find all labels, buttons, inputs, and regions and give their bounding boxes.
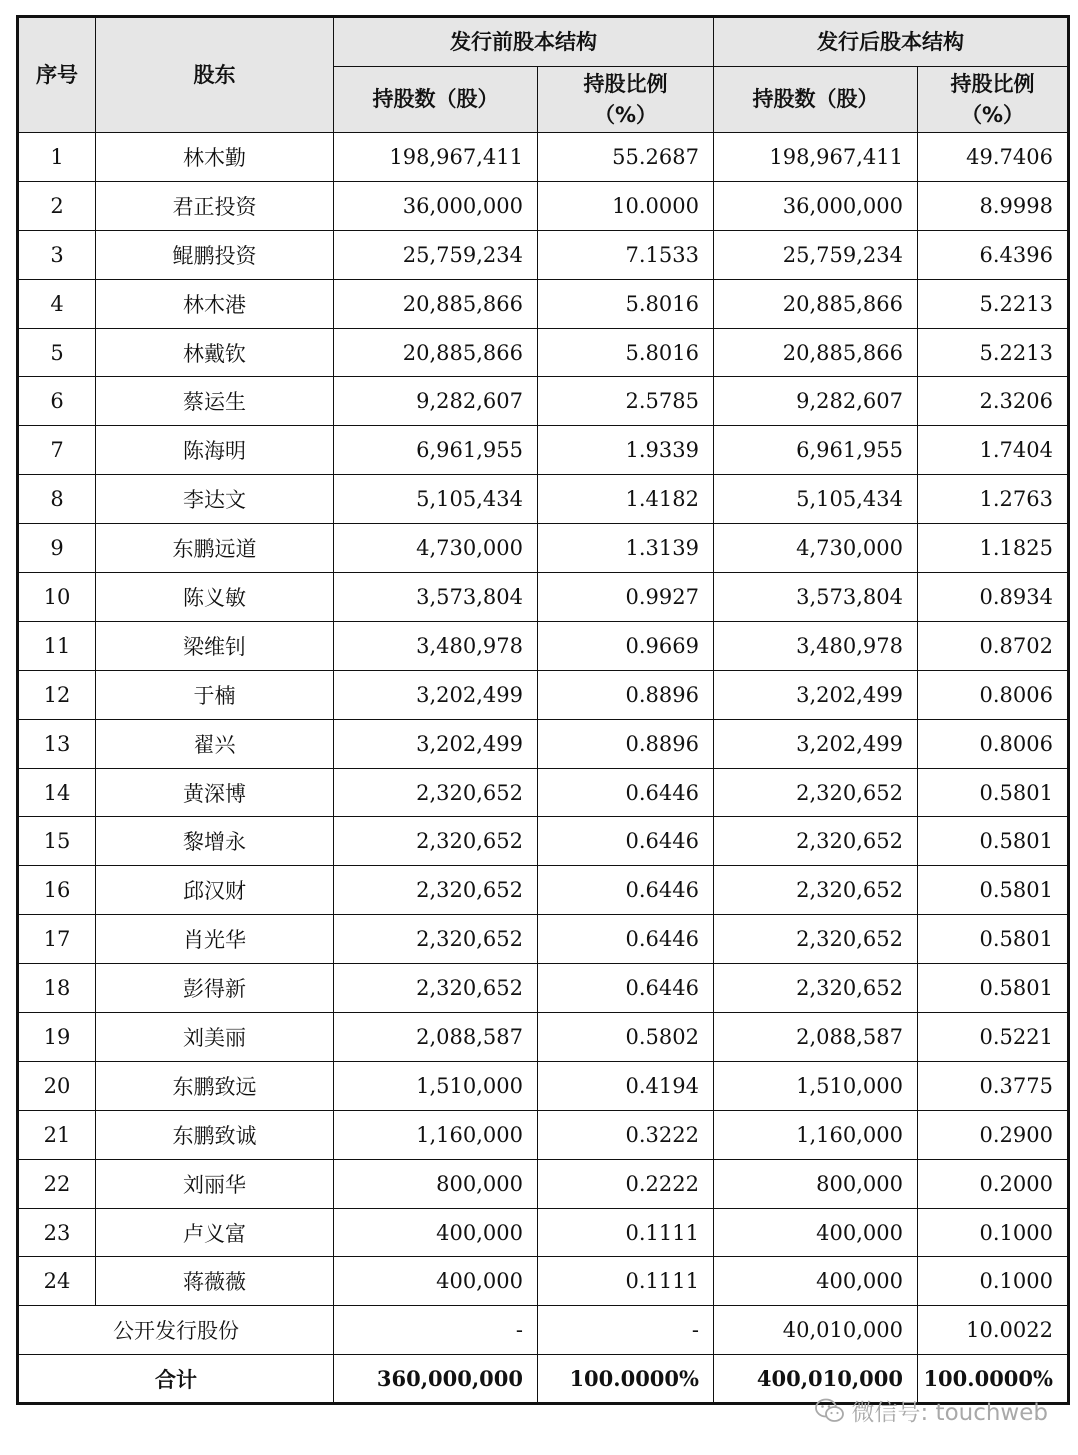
row-pre-ratio: 5.8016: [538, 279, 714, 328]
row-pre-ratio: 0.1111: [538, 1208, 714, 1257]
row-index: 18: [18, 964, 96, 1013]
header-before-group: 发行前股本结构: [334, 17, 714, 67]
row-post-shares: 6,961,955: [714, 426, 918, 475]
wechat-icon: [815, 1398, 845, 1424]
row-pre-ratio: 0.6446: [538, 768, 714, 817]
table-row: [18, 866, 1069, 915]
row-holder-name: 东鹏远道: [96, 524, 334, 573]
row-index: 24: [18, 1257, 96, 1306]
row-holder-name: 李达文: [96, 475, 334, 524]
row-post-shares: 2,320,652: [714, 768, 918, 817]
row-pre-shares: 2,320,652: [334, 817, 538, 866]
row-post-shares: 2,320,652: [714, 866, 918, 915]
table-row: [18, 1257, 1069, 1306]
row-pre-ratio: 5.8016: [538, 328, 714, 377]
row-post-shares: 2,320,652: [714, 964, 918, 1013]
row-index: 16: [18, 866, 96, 915]
table-row: [18, 475, 1069, 524]
table-row: [18, 817, 1069, 866]
row-pre-shares: 1,510,000: [334, 1061, 538, 1110]
row-pre-ratio: 10.0000: [538, 181, 714, 230]
row-post-ratio: 0.2900: [918, 1110, 1069, 1159]
row-post-shares: 3,202,499: [714, 719, 918, 768]
row-holder-name: 刘美丽: [96, 1013, 334, 1062]
row-index: 8: [18, 475, 96, 524]
row-index: 13: [18, 719, 96, 768]
row-pre-shares: 198,967,411: [334, 133, 538, 182]
row-post-ratio: 6.4396: [918, 230, 1069, 279]
row-holder-name: 蒋薇薇: [96, 1257, 334, 1306]
row-holder-name: 君正投资: [96, 181, 334, 230]
header-index: 序号: [18, 17, 96, 133]
header-post-shares: 持股数（股）: [714, 67, 918, 133]
row-post-ratio: 1.1825: [918, 524, 1069, 573]
header-pre-ratio-line1: 持股比例: [583, 72, 668, 97]
row-index: 17: [18, 915, 96, 964]
row-pre-ratio: 0.6446: [538, 866, 714, 915]
total-pre-ratio: 100.0000%: [538, 1355, 714, 1404]
row-post-ratio: 0.5801: [918, 768, 1069, 817]
row-index: 5: [18, 328, 96, 377]
table-row: [18, 1159, 1069, 1208]
row-pre-shares: 3,202,499: [334, 719, 538, 768]
row-post-shares: 400,000: [714, 1208, 918, 1257]
row-holder-name: 东鹏致远: [96, 1061, 334, 1110]
total-post-ratio: 100.0000%: [918, 1355, 1069, 1404]
table-row: [18, 1013, 1069, 1062]
table-row: [18, 1208, 1069, 1257]
row-post-shares: 3,480,978: [714, 621, 918, 670]
row-post-ratio: 0.5801: [918, 817, 1069, 866]
table-body: [18, 133, 1069, 1306]
total-post-shares: 400,010,000: [714, 1355, 918, 1404]
row-index: 21: [18, 1110, 96, 1159]
row-post-shares: 400,000: [714, 1257, 918, 1306]
row-holder-name: 肖光华: [96, 915, 334, 964]
table-row: [18, 1110, 1069, 1159]
row-pre-shares: 4,730,000: [334, 524, 538, 573]
table-row: [18, 670, 1069, 719]
row-post-ratio: 2.3206: [918, 377, 1069, 426]
row-pre-shares: 6,961,955: [334, 426, 538, 475]
row-holder-name: 黄深博: [96, 768, 334, 817]
public-offering-pre-shares: -: [334, 1306, 538, 1355]
row-holder-name: 林木港: [96, 279, 334, 328]
row-post-ratio: 0.5801: [918, 866, 1069, 915]
row-holder-name: 梁维钊: [96, 621, 334, 670]
row-pre-ratio: 0.3222: [538, 1110, 714, 1159]
row-holder-name: 于楠: [96, 670, 334, 719]
row-pre-shares: 25,759,234: [334, 230, 538, 279]
row-pre-shares: 3,480,978: [334, 621, 538, 670]
table-row: [18, 524, 1069, 573]
row-post-ratio: 5.2213: [918, 279, 1069, 328]
row-pre-shares: 2,320,652: [334, 866, 538, 915]
row-post-shares: 25,759,234: [714, 230, 918, 279]
row-index: 7: [18, 426, 96, 475]
row-pre-ratio: 2.5785: [538, 377, 714, 426]
row-index: 6: [18, 377, 96, 426]
header-post-ratio: [918, 67, 1069, 133]
table-row: [18, 377, 1069, 426]
row-pre-shares: 2,320,652: [334, 768, 538, 817]
table-row: [18, 133, 1069, 182]
row-holder-name: 陈海明: [96, 426, 334, 475]
row-holder-name: 刘丽华: [96, 1159, 334, 1208]
row-holder-name: 蔡运生: [96, 377, 334, 426]
row-post-shares: 198,967,411: [714, 133, 918, 182]
row-index: 23: [18, 1208, 96, 1257]
row-pre-ratio: 0.4194: [538, 1061, 714, 1110]
table-row: [18, 181, 1069, 230]
row-pre-shares: 2,320,652: [334, 915, 538, 964]
shareholding-table: [16, 15, 1070, 1405]
table-row: [18, 328, 1069, 377]
row-index: 15: [18, 817, 96, 866]
row-holder-name: 东鹏致诚: [96, 1110, 334, 1159]
watermark-text: 微信号: touchweb: [851, 1400, 1048, 1426]
table-row: [18, 1061, 1069, 1110]
row-post-shares: 1,510,000: [714, 1061, 918, 1110]
row-index: 9: [18, 524, 96, 573]
public-offering-label: 公开发行股份: [18, 1306, 334, 1355]
header-holder: 股东: [96, 17, 334, 133]
table-row: [18, 230, 1069, 279]
row-pre-shares: 9,282,607: [334, 377, 538, 426]
row-post-shares: 3,573,804: [714, 573, 918, 622]
header-post-ratio-line2: （%）: [960, 102, 1025, 127]
row-pre-ratio: 1.3139: [538, 524, 714, 573]
row-pre-ratio: 0.6446: [538, 915, 714, 964]
row-post-ratio: 0.1000: [918, 1257, 1069, 1306]
row-pre-shares: 800,000: [334, 1159, 538, 1208]
row-holder-name: 彭得新: [96, 964, 334, 1013]
row-pre-ratio: 1.4182: [538, 475, 714, 524]
header-pre-ratio: [538, 67, 714, 133]
table-row: [18, 279, 1069, 328]
row-post-shares: 20,885,866: [714, 328, 918, 377]
row-post-ratio: 0.2000: [918, 1159, 1069, 1208]
row-pre-shares: 5,105,434: [334, 475, 538, 524]
row-post-ratio: 1.2763: [918, 475, 1069, 524]
row-post-ratio: 8.9998: [918, 181, 1069, 230]
total-pre-shares: 360,000,000: [334, 1355, 538, 1404]
row-post-ratio: 0.5801: [918, 915, 1069, 964]
table-row: [18, 915, 1069, 964]
row-post-shares: 1,160,000: [714, 1110, 918, 1159]
row-post-shares: 800,000: [714, 1159, 918, 1208]
row-pre-ratio: 0.5802: [538, 1013, 714, 1062]
row-holder-name: 林戴钦: [96, 328, 334, 377]
table-footer: [18, 1306, 1069, 1404]
table-row: [18, 768, 1069, 817]
row-index: 4: [18, 279, 96, 328]
row-index: 22: [18, 1159, 96, 1208]
row-pre-shares: 1,160,000: [334, 1110, 538, 1159]
row-post-shares: 36,000,000: [714, 181, 918, 230]
row-post-ratio: 49.7406: [918, 133, 1069, 182]
row-index: 20: [18, 1061, 96, 1110]
row-holder-name: 鲲鹏投资: [96, 230, 334, 279]
row-pre-ratio: 0.8896: [538, 719, 714, 768]
row-pre-ratio: 0.1111: [538, 1257, 714, 1306]
row-post-ratio: 0.5221: [918, 1013, 1069, 1062]
row-index: 3: [18, 230, 96, 279]
row-pre-shares: 400,000: [334, 1208, 538, 1257]
row-pre-shares: 400,000: [334, 1257, 538, 1306]
row-post-ratio: 0.8702: [918, 621, 1069, 670]
row-index: 1: [18, 133, 96, 182]
header-pre-shares: 持股数（股）: [334, 67, 538, 133]
row-index: 11: [18, 621, 96, 670]
row-holder-name: 邱汉财: [96, 866, 334, 915]
row-pre-ratio: 0.2222: [538, 1159, 714, 1208]
row-pre-ratio: 1.9339: [538, 426, 714, 475]
row-post-shares: 4,730,000: [714, 524, 918, 573]
row-post-shares: 2,320,652: [714, 817, 918, 866]
row-pre-shares: 20,885,866: [334, 279, 538, 328]
row-index: 19: [18, 1013, 96, 1062]
header-pre-ratio-line2: （%）: [593, 102, 658, 127]
row-post-ratio: 0.8006: [918, 670, 1069, 719]
row-post-ratio: 0.5801: [918, 964, 1069, 1013]
public-offering-row: [18, 1306, 1069, 1355]
row-holder-name: 黎增永: [96, 817, 334, 866]
row-holder-name: 林木勤: [96, 133, 334, 182]
row-post-shares: 3,202,499: [714, 670, 918, 719]
row-pre-shares: 2,088,587: [334, 1013, 538, 1062]
table-row: [18, 573, 1069, 622]
row-pre-ratio: 0.6446: [538, 817, 714, 866]
row-post-ratio: 0.8006: [918, 719, 1069, 768]
row-pre-shares: 36,000,000: [334, 181, 538, 230]
row-pre-ratio: 7.1533: [538, 230, 714, 279]
table-row: [18, 621, 1069, 670]
row-post-ratio: 1.7404: [918, 426, 1069, 475]
row-pre-shares: 3,573,804: [334, 573, 538, 622]
watermark: [815, 1394, 1048, 1427]
row-index: 14: [18, 768, 96, 817]
row-post-ratio: 0.1000: [918, 1208, 1069, 1257]
row-pre-shares: 3,202,499: [334, 670, 538, 719]
public-offering-pre-ratio: -: [538, 1306, 714, 1355]
row-holder-name: 翟兴: [96, 719, 334, 768]
row-post-ratio: 0.3775: [918, 1061, 1069, 1110]
row-pre-ratio: 0.9669: [538, 621, 714, 670]
table-row: [18, 964, 1069, 1013]
row-pre-ratio: 0.6446: [538, 964, 714, 1013]
row-pre-ratio: 0.8896: [538, 670, 714, 719]
table-header: [18, 17, 1069, 133]
header-after-group: 发行后股本结构: [714, 17, 1069, 67]
row-post-ratio: 5.2213: [918, 328, 1069, 377]
public-offering-post-ratio: 10.0022: [918, 1306, 1069, 1355]
row-index: 12: [18, 670, 96, 719]
row-holder-name: 陈义敏: [96, 573, 334, 622]
row-post-shares: 20,885,866: [714, 279, 918, 328]
row-index: 2: [18, 181, 96, 230]
row-post-shares: 9,282,607: [714, 377, 918, 426]
table-row: [18, 426, 1069, 475]
row-pre-ratio: 0.9927: [538, 573, 714, 622]
row-holder-name: 卢义富: [96, 1208, 334, 1257]
row-pre-shares: 20,885,866: [334, 328, 538, 377]
total-label: 合计: [18, 1355, 334, 1404]
row-post-shares: 5,105,434: [714, 475, 918, 524]
row-pre-shares: 2,320,652: [334, 964, 538, 1013]
row-post-shares: 2,320,652: [714, 915, 918, 964]
row-post-shares: 2,088,587: [714, 1013, 918, 1062]
public-offering-post-shares: 40,010,000: [714, 1306, 918, 1355]
row-post-ratio: 0.8934: [918, 573, 1069, 622]
table-row: [18, 719, 1069, 768]
header-post-ratio-line1: 持股比例: [950, 72, 1035, 97]
row-pre-ratio: 55.2687: [538, 133, 714, 182]
row-index: 10: [18, 573, 96, 622]
